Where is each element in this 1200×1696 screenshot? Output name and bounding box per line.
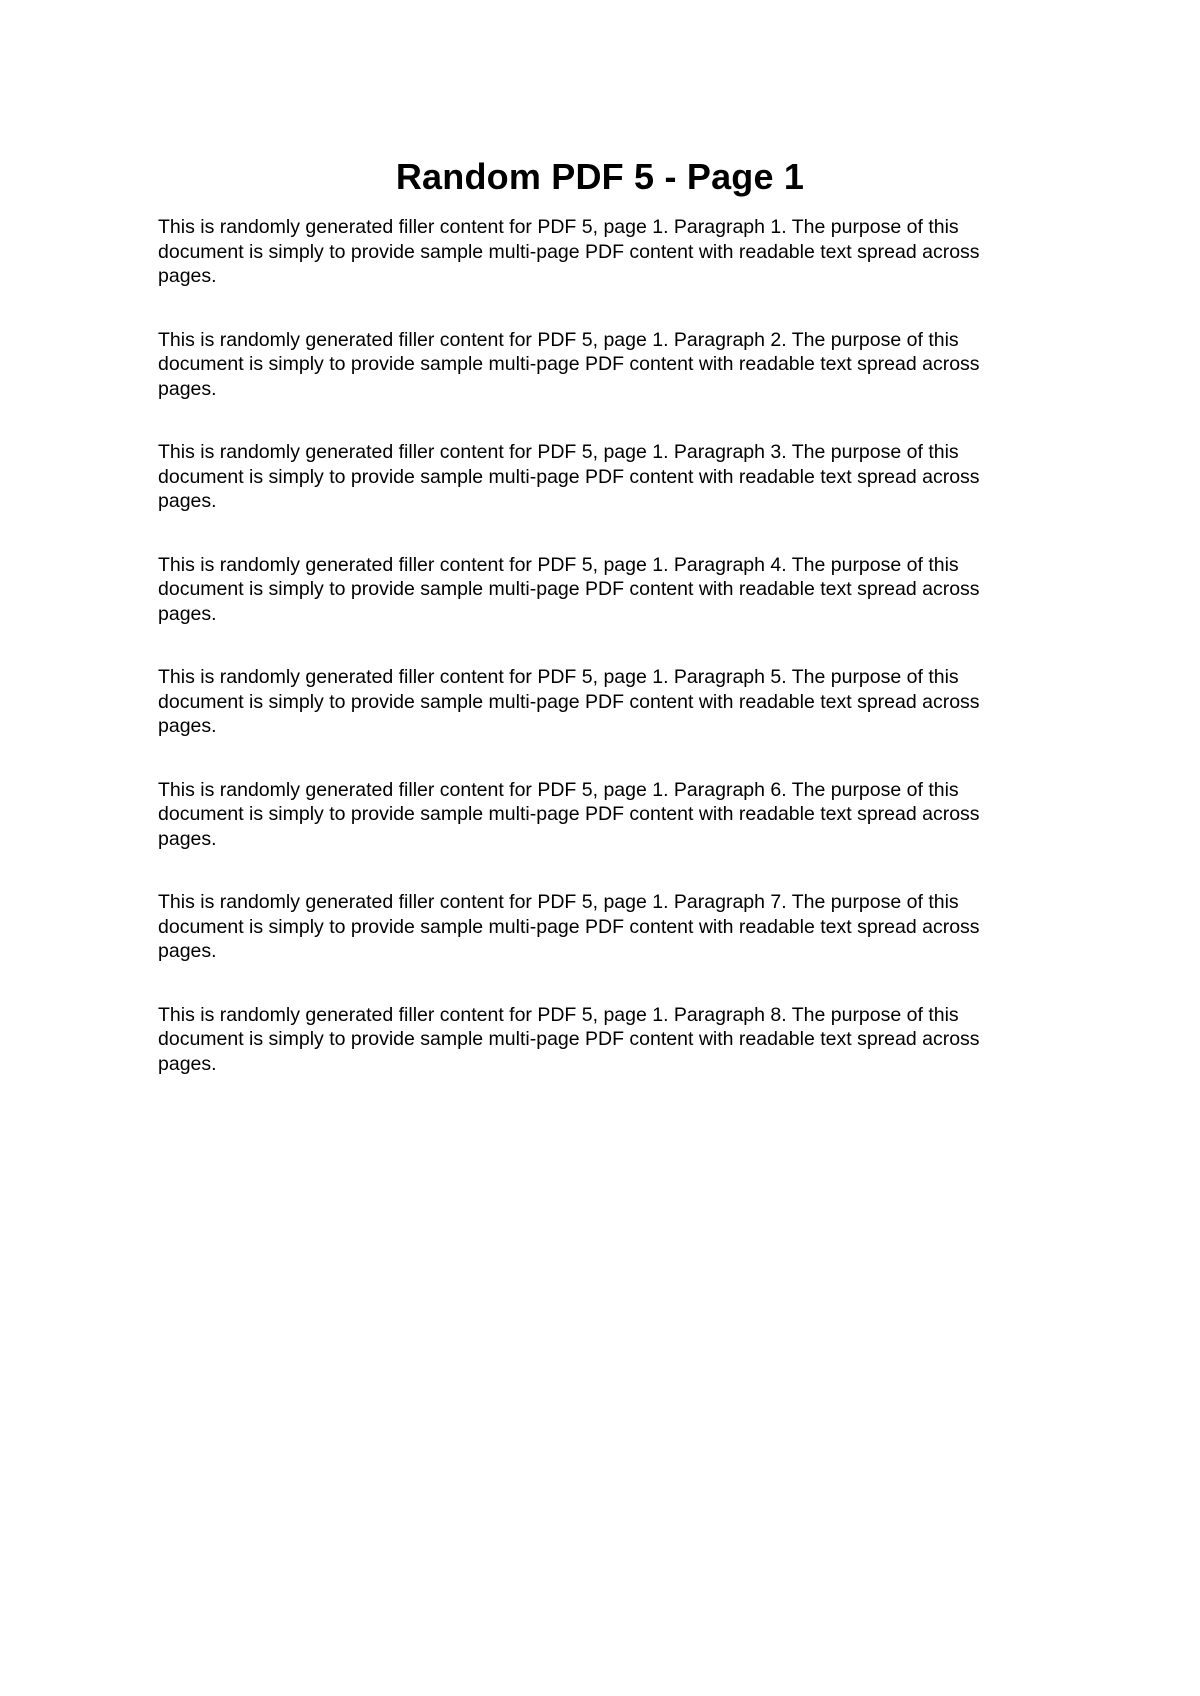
paragraph-6: This is randomly generated filler content for PDF 5, page 1. Paragraph 6. The purpose of this document is simply to provide sample multi-page PDF content with readable text spread across pages. — [158, 778, 980, 850]
paragraph-2: This is randomly generated filler content for PDF 5, page 1. Paragraph 2. The purpose of this document is simply to provide sample multi-page PDF content with readable text spread across pages. — [158, 328, 980, 400]
page-title: Random PDF 5 - Page 1 — [395, 156, 805, 197]
paragraph-7: This is randomly generated filler content for PDF 5, page 1. Paragraph 7. The purpose of this document is simply to provide sample multi-page PDF content with readable text spread across pages. — [158, 891, 980, 962]
paragraph-4: This is randomly generated filler content for PDF 5, page 1. Paragraph 4. The purpose of this document is simply to provide sample multi-page PDF content with readable text spread across pages. — [158, 553, 980, 625]
paragraph-3: This is randomly generated filler content for PDF 5, page 1. Paragraph 3. The purpose of this document is simply to provide sample multi-page PDF content with readable text spread across pages. — [158, 441, 980, 512]
paragraph-1: This is randomly generated filler content for PDF 5, page 1. Paragraph 1. The purpose of this document is simply to provide sample multi-page PDF content with readable text spread across pages. — [158, 216, 980, 287]
paragraph-8: This is randomly generated filler content for PDF 5, page 1. Paragraph 8. The purpose of this document is simply to provide sample multi-page PDF content with readable text spread across pages. — [158, 1003, 980, 1075]
paragraph-5: This is randomly generated filler content for PDF 5, page 1. Paragraph 5. The purpose of this document is simply to provide sample multi-page PDF content with readable text spread across pages. — [158, 666, 980, 737]
document-body — [158, 215, 1028, 1115]
